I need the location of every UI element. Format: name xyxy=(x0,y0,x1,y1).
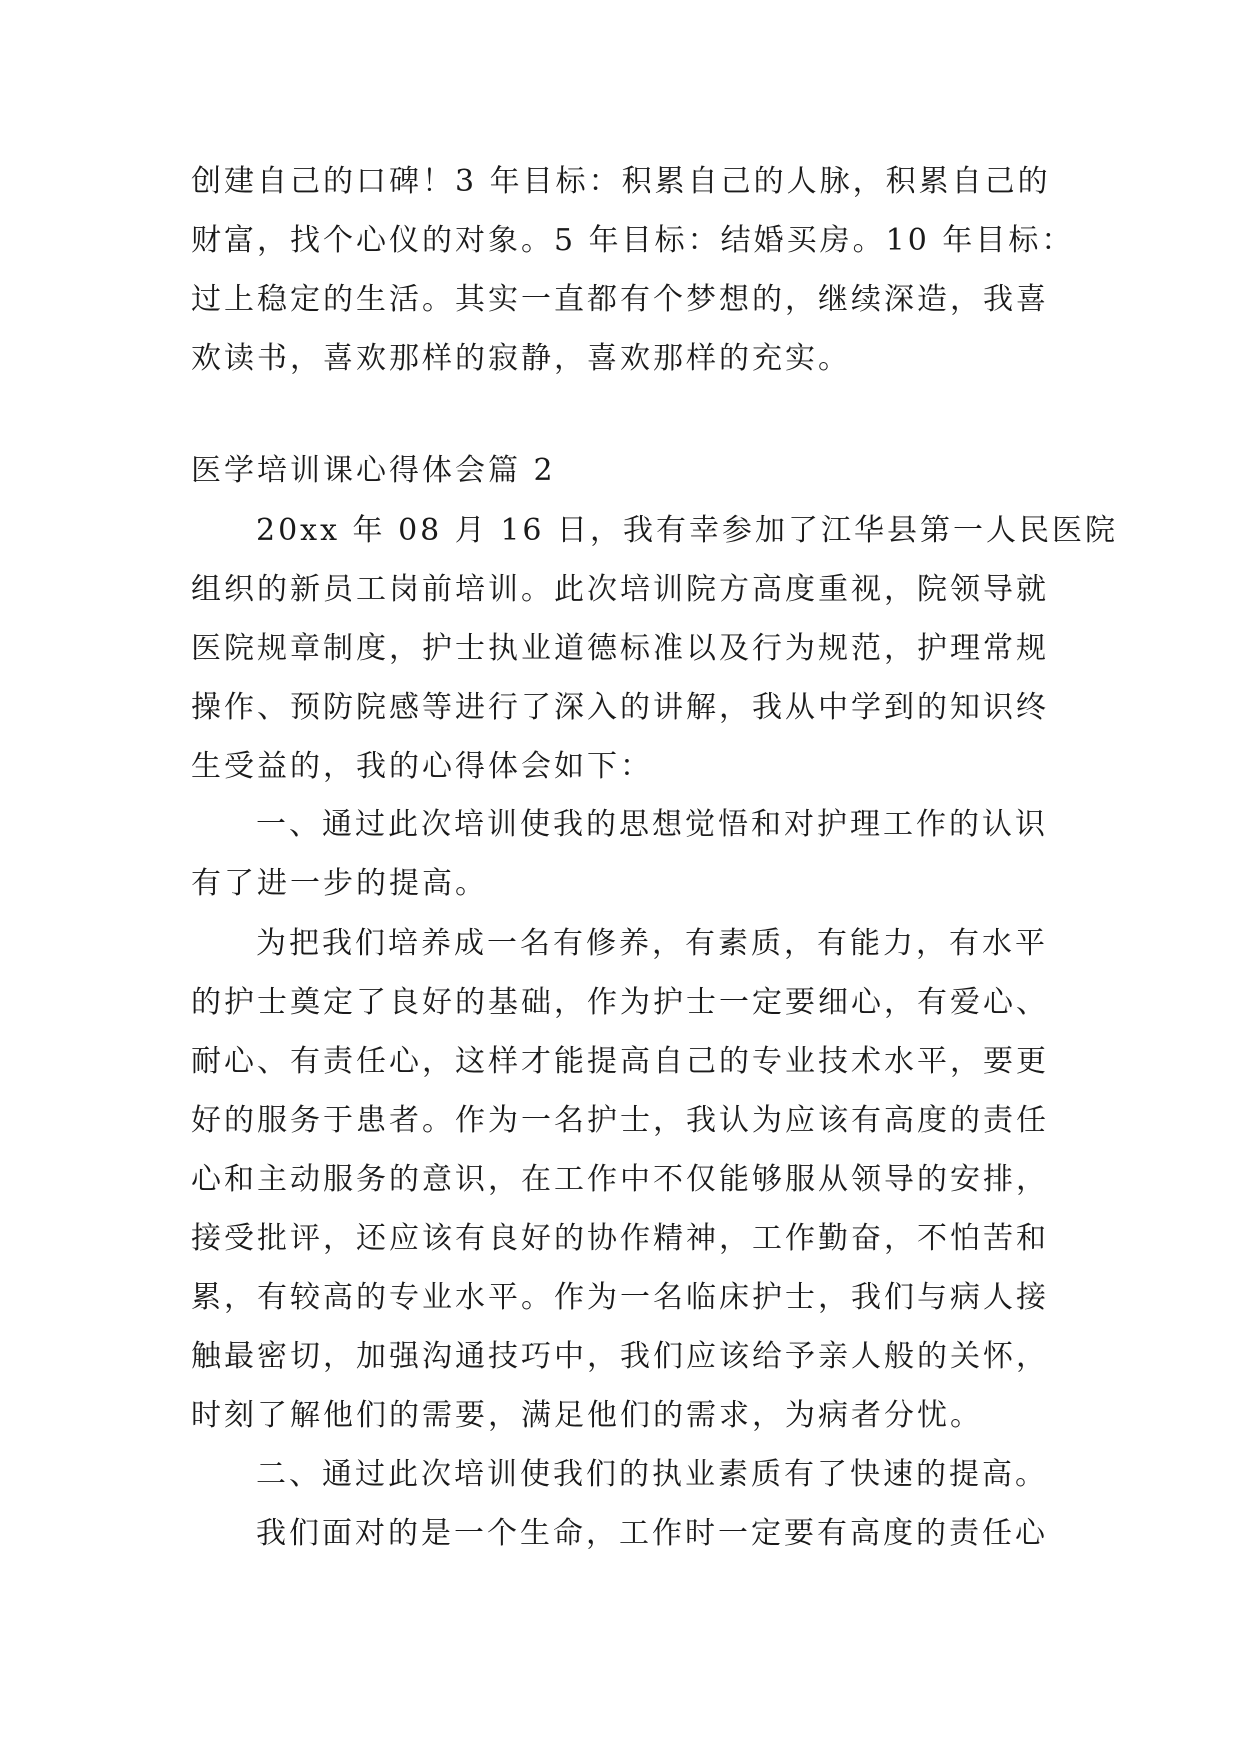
text-line: 一、通过此次培训使我的思想觉悟和对护理工作的认识 xyxy=(256,807,1048,842)
text-line: 为把我们培养成一名有修养，有素质，有能力，有水平 xyxy=(256,926,1048,961)
text-line: 生受益的，我的心得体会如下： xyxy=(191,749,653,784)
text-line: 财富，找个心仪的对象。5 年目标：结婚买房。10 年目标： xyxy=(191,223,1075,258)
text-line: 二、通过此次培训使我们的执业素质有了快速的提高。 xyxy=(256,1457,1048,1492)
text-line: 医院规章制度，护士执业道德标准以及行为规范，护理常规 xyxy=(191,631,1049,666)
section-title: 医学培训课心得体会篇 2 xyxy=(191,453,556,488)
text-line: 的护士奠定了良好的基础，作为护士一定要细心，有爱心、 xyxy=(191,985,1049,1020)
text-line: 有了进一步的提高。 xyxy=(191,866,488,901)
text-line: 触最密切，加强沟通技巧中，我们应该给予亲人般的关怀， xyxy=(191,1339,1049,1374)
text-line: 创建自己的口碑！3 年目标：积累自己的人脉，积累自己的 xyxy=(191,164,1051,199)
text-line: 操作、预防院感等进行了深入的讲解，我从中学到的知识终 xyxy=(191,690,1049,725)
text-line: 累，有较高的专业水平。作为一名临床护士，我们与病人接 xyxy=(191,1280,1049,1315)
text-line: 心和主动服务的意识，在工作中不仅能够服从领导的安排， xyxy=(191,1162,1049,1197)
text-line: 20xx 年 08 月 16 日，我有幸参加了江华县第一人民医院 xyxy=(256,513,1119,548)
text-line: 我们面对的是一个生命，工作时一定要有高度的责任心 xyxy=(256,1516,1048,1551)
text-line: 好的服务于患者。作为一名护士，我认为应该有高度的责任 xyxy=(191,1103,1049,1138)
text-line: 过上稳定的生活。其实一直都有个梦想的，继续深造，我喜 xyxy=(191,282,1049,317)
text-line: 组织的新员工岗前培训。此次培训院方高度重视，院领导就 xyxy=(191,572,1049,607)
text-line: 时刻了解他们的需要，满足他们的需求，为病者分忧。 xyxy=(191,1398,983,1433)
text-line: 接受批评，还应该有良好的协作精神，工作勤奋，不怕苦和 xyxy=(191,1221,1049,1256)
text-line: 耐心、有责任心，这样才能提高自己的专业技术水平，要更 xyxy=(191,1044,1049,1079)
text-line: 欢读书，喜欢那样的寂静，喜欢那样的充实。 xyxy=(191,341,851,376)
